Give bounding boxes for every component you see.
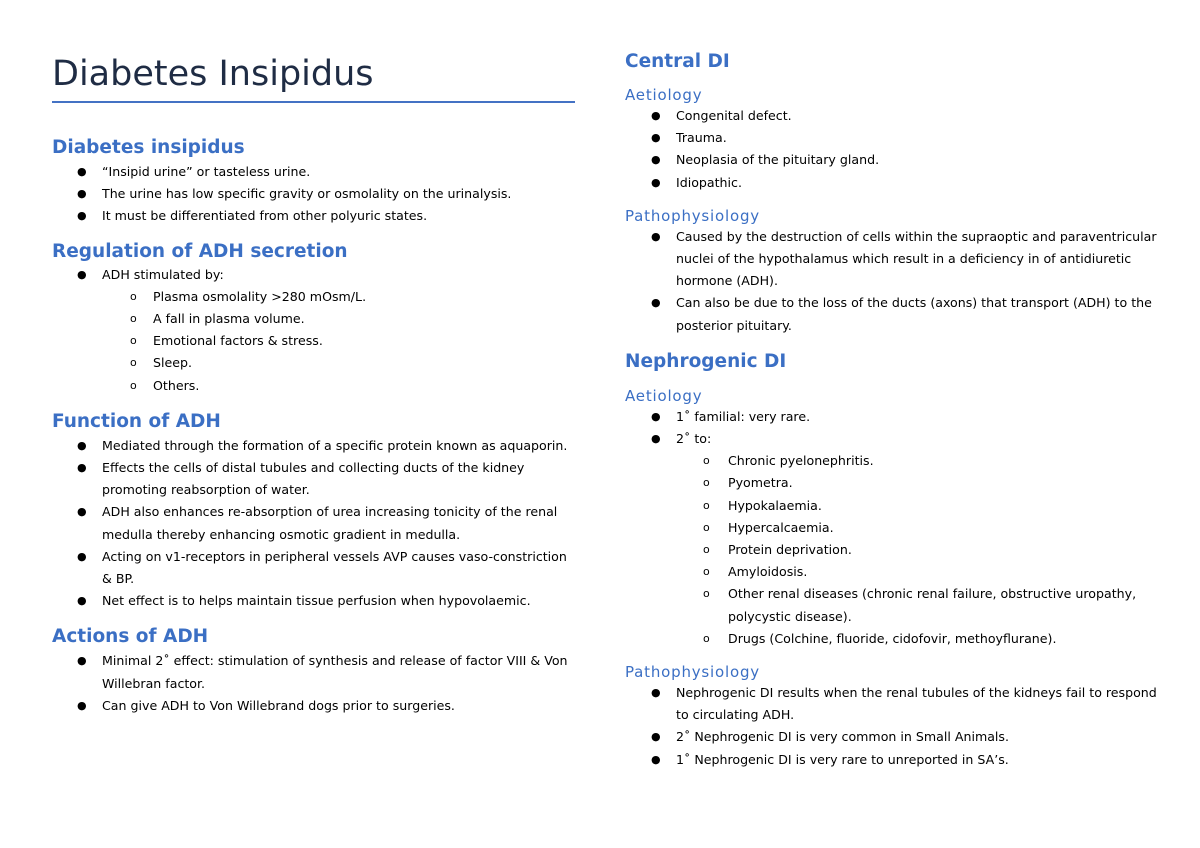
list-item: ● Effects the cells of distal tubules and collecting ducts of the kidney promoting reabsorption of water. [77,460,525,498]
list-item: ● Idiopathic. [651,174,742,190]
sub-list-item: o Emotional factors & stress. [130,333,323,349]
list-regulation-of-adh [52,264,578,397]
sub-list-item: o Hypercalcaemia. [703,519,834,535]
list-item: ● “Insipid urine” or tasteless urine. [77,164,311,179]
sub-list-item: o Chronic pyelonephritis. [703,453,874,469]
list-item: ● ADH stimulated by: [77,266,224,282]
list-item: ● Trauma. [651,130,727,146]
list-item: ● Nephrogenic DI results when the renal tubules of the kidneys fail to respond to circulating ADH. [651,685,1157,723]
list-item: ● Acting on v1-receptors in peripheral vessels AVP causes vaso-constriction & BP. [77,548,567,587]
list-nephrogenic-aetiology [625,406,1165,650]
heading-central-aetiology: Aetiology [625,86,703,104]
heading-central-pathophysiology: Pathophysiology [625,206,760,225]
heading-diabetes-insipidus: Diabetes insipidus [52,137,245,158]
list-item: ● Congenital defect. [651,108,792,123]
list-item: ● It must be differentiated from other polyuric states. [77,208,428,224]
document-title: Diabetes Insipidus [52,54,374,94]
heading-nephrogenic-di: Nephrogenic DI [625,350,787,372]
list-item: ● Can give ADH to Von Willebrand dogs prior to surgeries. [77,697,455,713]
sub-list-item: o A fall in plasma volume. [130,311,305,327]
sub-list-item: o Plasma osmolality >280 mOsm/L. [130,288,367,304]
heading-actions-of-adh: Actions of ADH [52,626,209,648]
list-central-aetiology [625,105,1165,194]
heading-central-di: Central DI [625,51,730,72]
list-item: ● 2˚ to: [651,431,712,447]
list-nephrogenic-pathophysiology [625,682,1165,771]
sub-list-item: o Hypokalaemia. [703,497,822,513]
heading-function-of-adh: Function of ADH [52,410,221,432]
heading-nephrogenic-aetiology: Aetiology [625,386,703,405]
right-column [625,0,1165,771]
list-item: ● 1˚ Nephrogenic DI is very rare to unreported in SA’s. [651,751,1009,767]
sub-list-item: o Protein deprivation. [703,542,852,558]
list-function-of-adh [52,435,578,613]
sub-list-item: o Sleep. [130,355,192,371]
list-item: ● 1˚ familial: very rare. [651,408,811,424]
list-item: ● Can also be due to the loss of the ducts (axons) that transport (ADH) to the posterior pituitary. [651,295,1152,333]
list-item: ● ADH also enhances re-absorption of urea increasing tonicity of the renal medulla thereby enhancing osmotic gradient in medulla. [77,504,558,542]
sub-list-item: o Amyloidosis. [703,564,808,580]
list-item: ● The urine has low specific gravity or osmolality on the urinalysis. [77,186,512,202]
list-diabetes-insipidus [52,161,578,228]
sub-list-item: o Pyometra. [703,475,793,491]
list-central-pathophysiology [625,226,1165,337]
list-item: ● Mediated through the formation of a specific protein known as aquaporin. [77,437,568,453]
heading-regulation-of-adh: Regulation of ADH secretion [52,240,348,262]
title-underline [52,101,575,103]
list-item: ● Neoplasia of the pituitary gland. [651,152,880,168]
list-item: ● Caused by the destruction of cells within the supraoptic and paraventricular nuclei of the hypothalamus which result in a deficiency in of antidiuretic hormone (ADH). [651,228,1157,289]
list-item: ● 2˚ Nephrogenic DI is very common in Small Animals. [651,729,1009,745]
heading-nephrogenic-pathophysiology: Pathophysiology [625,663,760,682]
list-actions-of-adh [52,650,578,717]
list-item: ● Minimal 2˚ effect: stimulation of synthesis and release of factor VIII & Von Willebran factor. [77,653,568,691]
list-item: ● Net effect is to helps maintain tissue perfusion when hypovolaemic. [77,593,531,609]
sub-list-item: o Others. [130,377,200,393]
sub-list-item: o Drugs (Colchine, fluoride, cidofovir, methoyflurane). [703,630,1057,646]
left-column [52,0,578,717]
sub-list-item: o Other renal diseases (chronic renal failure, obstructive uropathy, polycystic disease). [703,586,1137,624]
